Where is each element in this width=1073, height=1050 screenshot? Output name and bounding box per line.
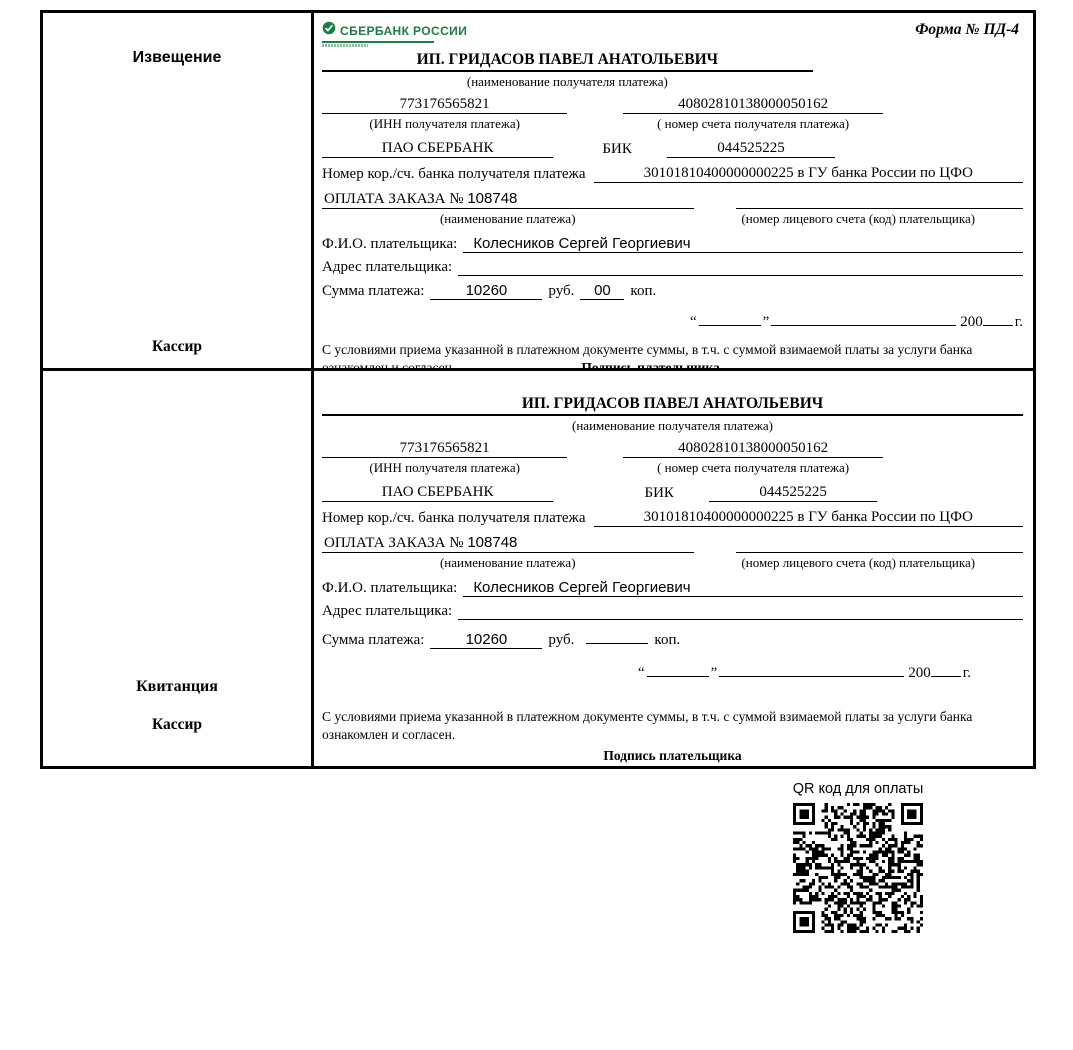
- order-number: 108748: [467, 190, 518, 207]
- kopecks-field: 00: [580, 282, 624, 300]
- agreement-line1: С условиями приема указанной в платежном документе суммы, в т.ч. с суммой взимаемой платы за услуги банка: [322, 709, 973, 724]
- bank-name-field: ПАО СБЕРБАНК: [322, 140, 553, 158]
- bik-field: 044525225: [667, 140, 835, 158]
- corr-account-label: Номер кор./сч. банка получателя платежа: [322, 510, 586, 526]
- payer-name-label: Ф.И.О. плательщика:: [322, 236, 458, 252]
- date-month-field: [719, 659, 904, 677]
- date-day-field: [699, 308, 761, 326]
- kop-label: коп.: [630, 283, 657, 299]
- year-suffix: г.: [1014, 314, 1023, 330]
- date-day-field: [647, 659, 709, 677]
- account-caption: ( номер счета получателя платежа): [657, 460, 850, 475]
- date-year-field: [931, 659, 961, 677]
- personal-account-field: [736, 191, 1023, 209]
- inn-caption: (ИНН получателя платежа): [369, 116, 520, 131]
- inn-account-row: [322, 440, 1023, 458]
- sum-field: 10260: [430, 282, 542, 300]
- date-month-field: [771, 308, 956, 326]
- sberbank-tagline: [322, 44, 368, 47]
- account-field: 40802810138000050162: [623, 440, 882, 458]
- bik-label: БИК: [602, 141, 632, 157]
- receipt-slip: [40, 368, 1036, 769]
- inn-account-row: [322, 96, 1023, 114]
- sum-row: [322, 626, 1023, 649]
- payer-address-label: Адрес плательщика:: [322, 259, 453, 275]
- signature-label: Подпись плательщика: [603, 748, 742, 764]
- receipt-side-label: Квитанция: [136, 678, 218, 695]
- receipt-main-cell: [314, 371, 1033, 766]
- receipt-cashier-label: Кассир: [151, 716, 203, 733]
- recipient-caption: (наименование получателя платежа): [572, 418, 773, 433]
- rub-label: руб.: [548, 283, 575, 299]
- personal-account-caption: (номер лицевого счета (код) плательщика): [741, 555, 976, 570]
- qr-label: QR код для оплаты: [792, 781, 924, 797]
- payment-name-field: ОПЛАТА ЗАКАЗА № 108748: [322, 534, 694, 553]
- notice-cashier-label: Кассир: [151, 338, 203, 355]
- payer-name-field: Колесников Сергей Георгиевич: [463, 235, 1023, 253]
- recipient-caption: (наименование получателя платежа): [466, 74, 668, 89]
- payer-name-label: Ф.И.О. плательщика:: [322, 580, 458, 596]
- payment-caption: (наименование платежа): [439, 211, 576, 226]
- sum-label: Сумма платежа:: [322, 283, 425, 299]
- personal-account-caption: (номер лицевого счета (код) плательщика): [741, 211, 976, 226]
- sberbank-emblem-icon: [322, 21, 336, 40]
- form-number-label: Форма № ПД-4: [915, 21, 1019, 38]
- payment-captions: [322, 555, 1023, 571]
- sum-label: Сумма платежа:: [322, 632, 425, 648]
- payment-name-row: [322, 190, 1023, 209]
- qr-block: [778, 781, 938, 938]
- kopecks-field: [586, 626, 648, 644]
- bank-name-field: ПАО СБЕРБАНК: [322, 484, 553, 502]
- bank-row: [322, 140, 1023, 158]
- date-row: “ ” 200 г.: [322, 308, 1023, 331]
- payment-captions: [322, 211, 1023, 227]
- account-caption: ( номер счета получателя платежа): [657, 116, 850, 131]
- inn-account-captions: [322, 460, 1023, 476]
- year-suffix: г.: [962, 665, 971, 681]
- payment-name-field: ОПЛАТА ЗАКАЗА № 108748: [322, 190, 694, 209]
- payment-name-row: [322, 534, 1023, 553]
- payer-name-row: [322, 235, 1023, 253]
- sberbank-logo-rule: [322, 41, 434, 43]
- corr-account-row: [322, 509, 1023, 527]
- date-row: “ ” 200 г.: [322, 659, 1023, 682]
- bik-field: 044525225: [709, 484, 877, 502]
- receipt-side-cell: [43, 371, 314, 766]
- agreement-text: [322, 708, 1023, 766]
- corr-account-label: Номер кор./сч. банка получателя платежа: [322, 166, 586, 182]
- order-number: 108748: [467, 534, 518, 551]
- notice-side-label: Извещение: [132, 49, 222, 66]
- notice-side-cell: [43, 13, 314, 368]
- year-prefix: 200: [908, 665, 931, 681]
- inn-field: 773176565821: [322, 96, 567, 114]
- corr-account-field: 30101810400000000225 в ГУ банка России по ЦФО: [594, 509, 1023, 527]
- notice-slip: [40, 10, 1036, 371]
- rub-label: руб.: [548, 632, 575, 648]
- qr-code: [793, 803, 923, 933]
- payer-address-field: [458, 602, 1023, 620]
- notice-main-cell: [314, 13, 1033, 368]
- bik-label: БИК: [644, 485, 674, 501]
- agreement-line1: С условиями приема указанной в платежном документе суммы, в т.ч. с суммой взимаемой платы за услуги банка: [322, 342, 973, 357]
- sberbank-logo: [322, 21, 467, 47]
- sum-field: 10260: [430, 631, 542, 649]
- agreement-line2: ознакомлен и согласен.: [322, 727, 456, 743]
- sum-row: [322, 282, 1023, 300]
- recipient-name: ИП. ГРИДАСОВ ПАВЕЛ АНАТОЛЬЕВИЧ: [322, 395, 1023, 416]
- payer-address-row: [322, 258, 1023, 276]
- payer-address-row: [322, 602, 1023, 620]
- corr-account-field: 30101810400000000225 в ГУ банка России по ЦФО: [594, 165, 1023, 183]
- inn-caption: (ИНН получателя платежа): [369, 460, 520, 475]
- payer-address-label: Адрес плательщика:: [322, 603, 453, 619]
- payer-address-field: [458, 258, 1023, 276]
- inn-field: 773176565821: [322, 440, 567, 458]
- year-prefix: 200: [960, 314, 983, 330]
- corr-account-row: [322, 165, 1023, 183]
- inn-account-captions: [322, 116, 1023, 132]
- kop-label: коп.: [654, 632, 681, 648]
- recipient-name: ИП. ГРИДАСОВ ПАВЕЛ АНАТОЛЬЕВИЧ: [322, 51, 813, 72]
- payer-name-field: Колесников Сергей Георгиевич: [463, 579, 1023, 597]
- sberbank-logo-text: СБЕРБАНК РОССИИ: [340, 23, 468, 38]
- date-year-field: [983, 308, 1013, 326]
- bank-row: [322, 484, 1023, 502]
- personal-account-field: [736, 535, 1023, 553]
- account-field: 40802810138000050162: [623, 96, 882, 114]
- payer-name-row: [322, 579, 1023, 597]
- notice-logo-row: [322, 21, 1023, 51]
- payment-caption: (наименование платежа): [439, 555, 576, 570]
